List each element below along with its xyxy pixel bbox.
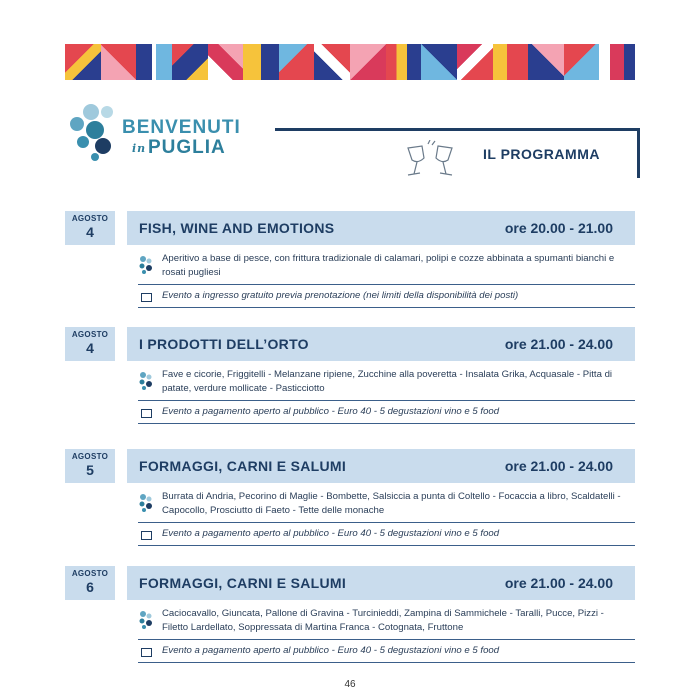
divider bbox=[138, 639, 635, 640]
dots-bullet-icon bbox=[138, 493, 154, 513]
event-title: FISH, WINE AND EMOTIONS bbox=[139, 220, 335, 236]
date-day: 4 bbox=[86, 224, 94, 240]
event-note: Evento a ingresso gratuito previa prenotazione (nei limiti della disponibilità dei posti) bbox=[162, 290, 519, 301]
banner-tile bbox=[564, 44, 600, 80]
event-time: ore 20.00 - 21.00 bbox=[504, 220, 613, 236]
banner-tile bbox=[421, 44, 457, 80]
date-box bbox=[65, 211, 115, 245]
date-month: AGOSTO bbox=[71, 214, 109, 223]
banner-tile bbox=[493, 44, 529, 80]
dots-bullet-icon bbox=[138, 255, 154, 275]
date-day: 6 bbox=[86, 579, 94, 595]
event-title: FORMAGGI, CARNI E SALUMI bbox=[139, 575, 347, 591]
wine-glasses-icon bbox=[400, 140, 460, 180]
banner-tile bbox=[314, 44, 350, 80]
date-month: AGOSTO bbox=[71, 330, 109, 339]
event-title: I PRODOTTI DELL’ORTO bbox=[139, 336, 309, 352]
banner-tile bbox=[528, 44, 564, 80]
banner-tile bbox=[350, 44, 386, 80]
event-title-bar bbox=[127, 566, 635, 600]
checkbox-icon bbox=[141, 409, 152, 418]
event-time: ore 21.00 - 24.00 bbox=[504, 336, 613, 352]
event-title-bar bbox=[127, 449, 635, 483]
logo-text bbox=[122, 118, 241, 158]
date-month: AGOSTO bbox=[71, 452, 109, 461]
banner-tile bbox=[101, 44, 137, 80]
banner-tile bbox=[457, 44, 493, 80]
dots-bullet-icon bbox=[138, 371, 154, 391]
event-note: Evento a pagamento aperto al pubblico - Euro 40 - 5 degustazioni vino e 5 food bbox=[162, 406, 500, 417]
benvenuti-in-puglia-logo bbox=[65, 100, 265, 170]
date-day: 5 bbox=[86, 462, 94, 478]
banner-tile bbox=[279, 44, 315, 80]
banner-tile bbox=[172, 44, 208, 80]
event-title: FORMAGGI, CARNI E SALUMI bbox=[139, 458, 347, 474]
event-title-bar bbox=[127, 211, 635, 245]
dots-bullet-icon bbox=[138, 610, 154, 630]
date-box bbox=[65, 449, 115, 483]
checkbox-icon bbox=[141, 648, 152, 657]
event-time: ore 21.00 - 24.00 bbox=[504, 575, 613, 591]
event-description: Fave e cicorie, Friggitelli - Melanzane ripiene, Zucchine alla poveretta - Insalata Grika, Acquasale - Pitta di patate, verdure mollicate - Pasticciotto bbox=[162, 369, 613, 394]
checkbox-icon bbox=[141, 531, 152, 540]
logo-in: in bbox=[132, 142, 147, 155]
banner-tile bbox=[386, 44, 422, 80]
date-month: AGOSTO bbox=[71, 569, 109, 578]
banner-tile bbox=[243, 44, 279, 80]
logo-line-2: PUGLIA bbox=[148, 137, 226, 158]
divider bbox=[138, 522, 635, 523]
program-title: IL PROGRAMMA bbox=[483, 146, 600, 162]
banner-tile bbox=[599, 44, 635, 80]
page-number: 46 bbox=[344, 679, 356, 690]
event-time: ore 21.00 - 24.00 bbox=[504, 458, 613, 474]
divider bbox=[138, 662, 635, 663]
divider bbox=[138, 545, 635, 546]
event-description: Burrata di Andria, Pecorino di Maglie - Bombette, Salsiccia a punta di Coltello - Focaccia a libro, Scaldatelli - Capocollo, Prosciutto di Faeto - Tette delle monache bbox=[162, 491, 621, 516]
event-description: Caciocavallo, Giuncata, Pallone di Gravina - Turcinieddi, Zampina di Sammichele - Taralli, Pucce, Pizzi - Filetto Lardellato, Soppressata di Martina Franca - Cotognata, Fruttone bbox=[162, 608, 604, 633]
date-box bbox=[65, 566, 115, 600]
divider bbox=[138, 400, 635, 401]
event-note: Evento a pagamento aperto al pubblico - Euro 40 - 5 degustazioni vino e 5 food bbox=[162, 645, 500, 656]
page-header bbox=[65, 100, 640, 180]
banner-tile bbox=[208, 44, 244, 80]
logo-line-1: BENVENUTI bbox=[122, 117, 241, 138]
checkbox-icon bbox=[141, 293, 152, 302]
banner-tile bbox=[136, 44, 172, 80]
logo-dots-icon bbox=[65, 102, 125, 162]
divider bbox=[138, 423, 635, 424]
date-box bbox=[65, 327, 115, 361]
decorative-banner bbox=[65, 44, 635, 80]
event-note: Evento a pagamento aperto al pubblico - Euro 40 - 5 degustazioni vino e 5 food bbox=[162, 528, 500, 539]
divider bbox=[138, 307, 635, 308]
banner-tile bbox=[65, 44, 101, 80]
event-title-bar bbox=[127, 327, 635, 361]
divider bbox=[138, 284, 635, 285]
date-day: 4 bbox=[86, 340, 94, 356]
event-description: Aperitivo a base di pesce, con frittura tradizionale di calamari, polipi e cozze abbinata a spumanti bianchi e rosati pugliesi bbox=[162, 253, 615, 278]
